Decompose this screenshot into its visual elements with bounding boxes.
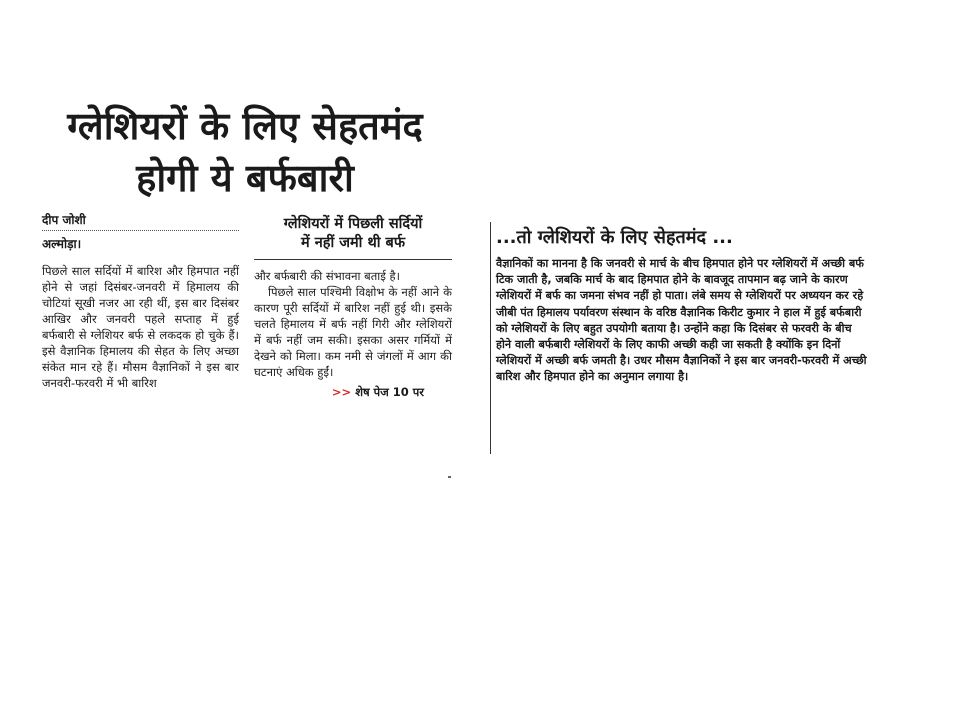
dateline: अल्मोड़ा।: [42, 237, 82, 251]
headline-line-1: ग्लेशियरों के लिए सेहतमंद: [67, 104, 423, 148]
continued-arrows: >>: [331, 385, 352, 399]
continued-text: शेष पेज 10 पर: [355, 385, 424, 399]
subheading-line-1: ग्लेशियरों में पिछली सर्दियों: [283, 216, 423, 232]
continued-on-page: [254, 384, 452, 400]
sidebar-heading: ...तो ग्लेशियरों के लिए सेहतमंद ...: [496, 227, 733, 248]
article-column-2: [254, 215, 452, 400]
column-1-body: पिछले साल सर्दियों में बारिश और हिमपात नहीं होने से जहां दिसंबर-जनवरी में हिमालय की चोटियां सूखी नजर आ रही थीं, इस बार दिसंबर आखिर और जनवरी पहले सप्ताह में हुई बर्फबारी से ग्लेशियर बर्फ से लकदक हो चुके हैं। इसे वैज्ञानिक हिमालय की सेहत के लिए अच्छा संकेत मान रहे हैं। मौसम वैज्ञानिकों ने इस बार जनवरी-फरवरी में भी बारिश: [42, 264, 239, 390]
column-2-body-continuation: और बर्फबारी की संभावना बताई है।: [254, 269, 401, 283]
column-divider: [490, 222, 491, 454]
headline-line-2: होगी ये बर्फबारी: [136, 156, 354, 200]
headline: [30, 100, 460, 204]
subheading: [254, 215, 452, 260]
column-2-body: पिछले साल पश्चिमी विक्षोभ के नहीं आने के कारण पूरी सर्दियों में बारिश नहीं हुई थी। इसके चलते हिमालय में बर्फ नहीं गिरी और ग्लेशियरों में बर्फ नहीं जम सकी। इसका असर गर्मियों में देखने को मिला। कम नमी से जंगलों में आग की घटनाएं अधिक हुईं।: [254, 285, 452, 379]
article-column-1: [42, 212, 239, 391]
sidebar-box: [496, 222, 868, 386]
byline: दीप जोशी: [42, 212, 239, 231]
subheading-line-2: में नहीं जमी थी बर्फ: [300, 235, 406, 251]
print-mark: [448, 476, 451, 478]
sidebar-body: वैज्ञानिकों का मानना है कि जनवरी से मार्च के बीच हिमपात होने पर ग्लेशियरों में अच्छी बर्फ टिक जाती है, जबकि मार्च के बाद हिमपात होने के बावजूद तापमान बढ़ जाने के कारण ग्लेशियरों में बर्फ का जमना संभव नहीं हो पाता। लंबे समय से ग्लेशियरों पर अध्ययन कर रहे जीबी पंत हिमालय पर्यावरण संस्थान के वरिष्ठ वैज्ञानिक किरीट कुमार ने हाल में हुई बर्फबारी को ग्लेशियरों के लिए बहुत उपयोगी बताया है। उन्होंने कहा कि दिसंबर से फरवरी के बीच होने वाली बर्फबारी ग्लेशियरों के लिए काफी अच्छी कही जा सकती है क्योंकि इन दिनों ग्लेशियरों में अच्छी बर्फ जमती है। उधर मौसम वैज्ञानिकों ने इस बार जनवरी-फरवरी में अच्छी बारिश और हिमपात होने का अनुमान लगाया है।: [496, 257, 867, 384]
